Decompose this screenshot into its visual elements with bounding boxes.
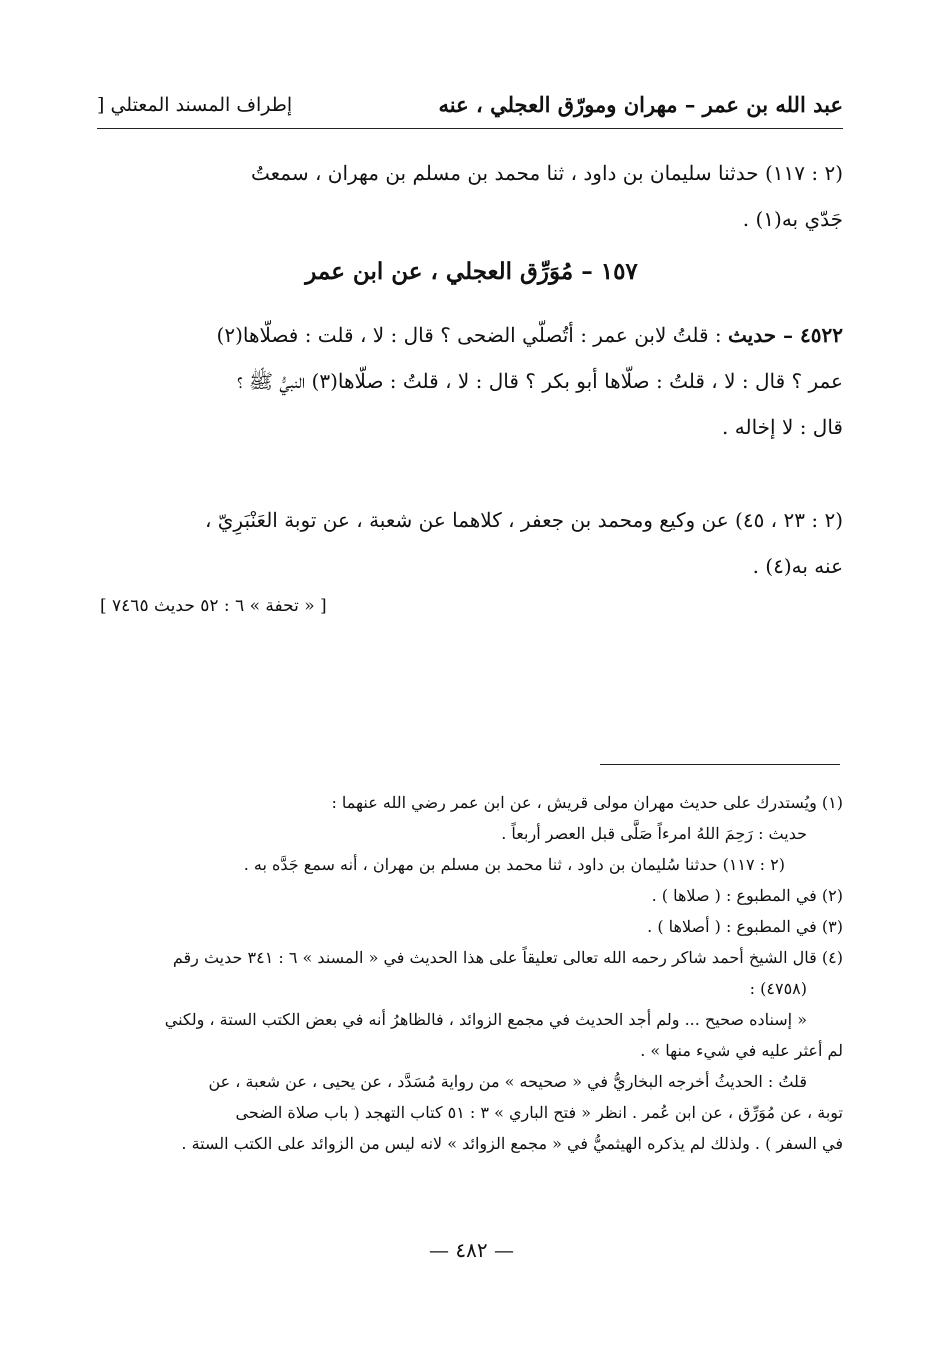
top-isnad-text <box>100 150 843 242</box>
footnote-line: لم أعثر عليه في شيء منها » . <box>640 1041 843 1060</box>
footnote-line: (٢ : ١١٧) حدثنا سُليمان بن داود ، ثنا محمد بن مسلم بن مهران ، أنه سمع جَدَّه به . <box>243 855 785 874</box>
footnote-separator <box>600 764 840 765</box>
isnad-line: عنه به(٤) . <box>752 554 843 578</box>
text-line: (٢ : ١١٧) حدثنا سليمان بن داود ، ثنا محمد بن مسلم بن مهران ، سمعتُ <box>250 161 843 185</box>
running-title: عبد الله بن عمر – مهران ومورّق العجلي ، عنه <box>438 92 843 117</box>
page-number: — ٤٨٢ — <box>429 1238 514 1262</box>
tuhfa-reference: [ « تحفة » ٦ : ٥٢ حديث ٧٤٦٥ ] <box>100 596 327 616</box>
hadith-line: عمر ؟ قال : لا ، قلتُ : صلّاها أبو بكر ؟ قال : لا ، قلتُ : صلّاها(٣) النبيُّ ﷺ ؟ <box>237 369 843 393</box>
footnote-line: توبة ، عن مُوَرِّق ، عن ابن عُمر . انظر « فتح الباري » ٣ : ٥١ كتاب التهجد ( باب صلاة الضحى <box>235 1103 843 1122</box>
footnote-line: (١) ويُستدرك على حديث مهران مولى قريش ، عن ابن عمر رضي الله عنهما : <box>331 793 843 812</box>
isnad-line: (٢ : ٢٣ ، ٤٥) عن وكيع ومحمد بن جعفر ، كلاهما عن شعبة ، عن توبة العَنْبَرِيّ ، <box>204 508 843 532</box>
hadith-number: ٤٥٢٢ – حديث <box>728 323 843 347</box>
footnote-line: في السفر ) . ولذلك لم يذكره الهيثميُّ في « مجمع الزوائد » لانه ليس من الزوائد على الكتب الستة . <box>181 1134 843 1153</box>
footnote-line: (٤٧٥٨) : <box>749 979 807 998</box>
hadith-text <box>100 312 843 450</box>
footnote-line: « إسناده صحيح ... ولم أجد الحديث في مجمع الزوائد ، فالظاهرُ أنه في بعض الكتب الستة ، ولكني <box>164 1010 807 1029</box>
book-title: إطراف المسند المعتلي [ <box>97 94 293 116</box>
chapter-heading: ١٥٧ – مُوَرِّق العجلي ، عن ابن عمر <box>305 258 638 285</box>
isnad-text <box>100 497 843 589</box>
footnote-line: (٣) في المطبوع : ( أصلاها ) . <box>647 917 843 936</box>
footnote-line: (٤) قال الشيخ أحمد شاكر رحمه الله تعالى تعليقاً على هذا الحديث في « المسند » ٦ : ٣٤١ حديث رقم <box>172 948 843 967</box>
footnotes <box>100 787 843 1159</box>
hadith-line: قال : لا إخاله . <box>722 415 843 439</box>
footnote-line: قلتُ : الحديثُ أخرجه البخاريُّ في « صحيحه » من رواية مُسَدَّد ، عن يحيى ، عن شعبة ، عن <box>208 1072 807 1091</box>
text-line: جَدّي به(١) . <box>742 207 843 231</box>
running-header <box>97 88 843 129</box>
hadith-line-text: : قلتُ لابن عمر : أتُصلّي الضحى ؟ قال : لا ، قلت : فصلّاها(٢) <box>216 323 729 347</box>
hadith-line <box>100 312 843 358</box>
footnote-line: (٢) في المطبوع : ( صلاها ) . <box>651 886 843 905</box>
footnote-line: حديث : رَحِمَ اللهُ امرءاً صَلَّى قبل العصر أربعاً . <box>501 824 807 843</box>
